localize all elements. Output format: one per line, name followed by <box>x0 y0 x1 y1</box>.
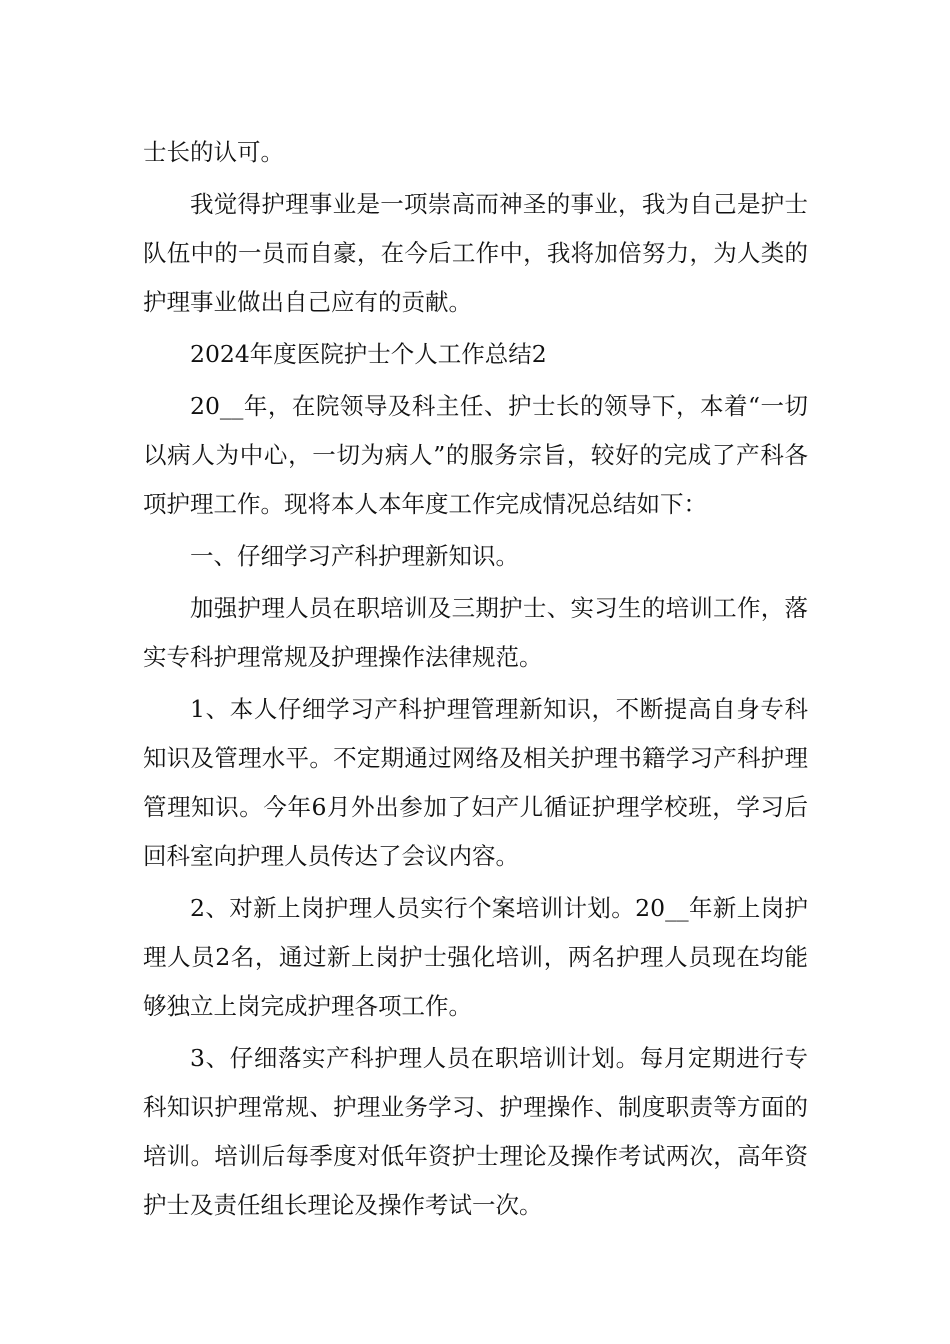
list-item-3: 3、仔细落实产科护理人员在职培训计划。每月定期进行专科知识护理常规、护理业务学习、护理操作、制度职责等方面的培训。培训后每季度对低年资护士理论及操作考试两次，高年资护士及责任组长理论及操作考试一次。 <box>143 1044 808 1219</box>
paragraph-4: 加强护理人员在职培训及三期护士、实习生的培训工作，落实专科护理常规及护理操作法律规范。 <box>143 594 808 671</box>
paragraph-2: 我觉得护理事业是一项崇高而神圣的事业，我为自己是护士队伍中的一员而自豪，在今后工作中，我将加倍努力，为人类的护理事业做出自己应有的贡献。 <box>143 190 808 316</box>
list-item-1: 1、本人仔细学习产科护理管理新知识，不断提高自身专科知识及管理水平。不定期通过网络及相关护理书籍学习产科护理管理知识。今年6月外出参加了妇产儿循证护理学校班，学习后回科室向护理人员传达了会议内容。 <box>143 695 808 870</box>
list-item-2: 2、对新上岗护理人员实行个案培训计划。20__年新上岗护理人员2名，通过新上岗护士强化培训，两名护理人员现在均能够独立上岗完成护理各项工作。 <box>143 894 808 1020</box>
section-heading: 2024年度医院护士个人工作总结2 <box>190 340 547 368</box>
paragraph-3: 20__年，在院领导及科主任、护士长的领导下，本着“一切以病人为中心，一切为病人”的服务宗旨，较好的完成了产科各项护理工作。现将本人本年度工作完成情况总结如下： <box>143 392 808 518</box>
subsection-heading-1: 一、仔细学习产科护理新知识。 <box>190 542 519 570</box>
paragraph-1: 士长的认可。 <box>143 138 284 166</box>
document-page <box>143 128 808 1233</box>
